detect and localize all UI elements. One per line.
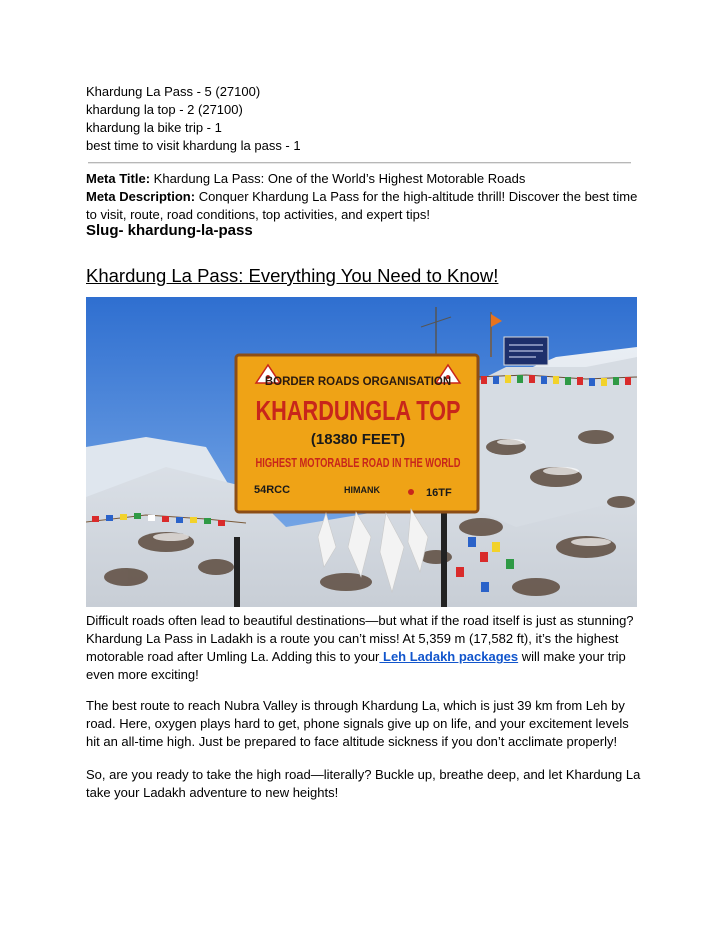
- meta-title-label: Meta Title:: [86, 171, 151, 186]
- keyword-line: khardung la top - 2 (27100): [86, 102, 243, 117]
- sign-footer-right: 16TF: [426, 487, 452, 499]
- page-heading: Khardung La Pass: Everything You Need to Know!: [86, 265, 499, 286]
- sign-footer-left: 54RCC: [254, 484, 291, 496]
- sign-line-2: KHARDUNGLA TOP: [255, 395, 461, 426]
- intro-text-before-link: Difficult roads often lead to beautiful destinations—but what if the road itself is just as stunning? Khardung La Pass in Ladakh is a route you can’t miss! At 5,359 m (17,582 ft), it’s the highest motorable road after Umling La. Adding this to your: [86, 613, 634, 664]
- sign-line-3: (18380 FEET): [310, 431, 406, 448]
- meta-title: [86, 170, 646, 188]
- intro-text-after-link: will make your trip even more exciting!: [86, 649, 626, 682]
- keyword-line: khardung la bike trip - 1: [86, 120, 222, 135]
- meta-description-label: Meta Description:: [86, 189, 196, 204]
- leh-ladakh-packages-link[interactable]: Leh Ladakh packages: [379, 649, 519, 664]
- keyword-line: best time to visit khardung la pass - 1: [86, 138, 301, 153]
- sign-line-1: BORDER ROADS ORGANISATION: [264, 376, 452, 388]
- keyword-line: Khardung La Pass - 5 (27100): [86, 84, 261, 99]
- intro-paragraph: [86, 612, 641, 684]
- meta-title-value: Khardung La Pass: One of the World’s Highest Motorable Roads: [150, 171, 526, 186]
- sign-footer-mid: HIMANK: [344, 485, 380, 495]
- slug-line: Slug- khardung-la-pass: [86, 222, 253, 239]
- meta-description: [86, 188, 646, 224]
- meta-description-value: Conquer Khardung La Pass for the high-altitude thrill! Discover the best time to visit, route, road conditions, top activities, and expert tips!: [86, 189, 638, 222]
- khardung-la-photo: [86, 297, 637, 607]
- closing-paragraph: So, are you ready to take the high road—literally? Buckle up, breathe deep, and let Khardung La take your Ladakh adventure to new heights!: [86, 767, 641, 800]
- horizontal-divider: [88, 162, 631, 164]
- route-paragraph: The best route to reach Nubra Valley is through Khardung La, which is just 39 km from Leh by road. Here, oxygen plays hard to get, phone signals give up on life, and your excitement levels hit an all-time high. Just be prepared to face altitude sickness if you don’t acclimate properly!: [86, 698, 629, 749]
- sign-line-4: HIGHEST MOTORABLE ROAD IN THE WORLD: [255, 455, 461, 470]
